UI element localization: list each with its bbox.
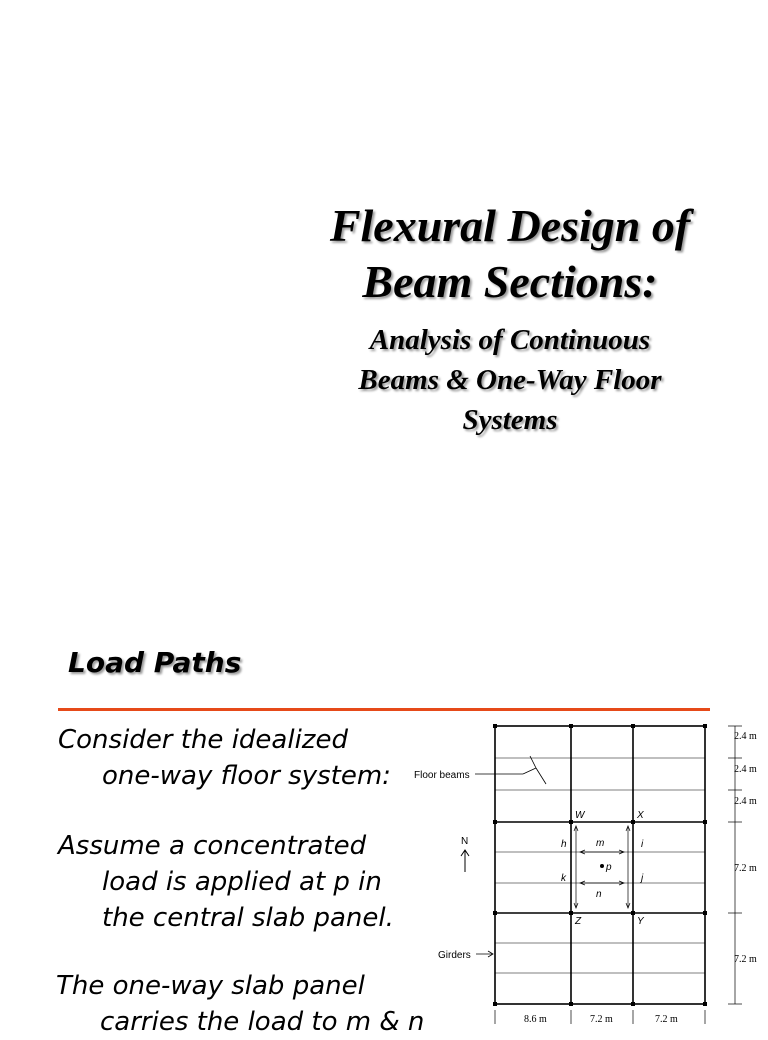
floor-outline <box>495 726 705 1004</box>
panel-label-k: k <box>561 873 566 884</box>
load-paths-slide <box>0 620 768 1037</box>
node-label-z: Z <box>575 916 582 927</box>
column-dot <box>631 911 635 915</box>
row-dim-3: 2.4 m <box>734 796 757 807</box>
column-dot <box>631 724 635 728</box>
column-dot <box>569 1002 573 1006</box>
p3-line-2: carries the load to m & n <box>100 1007 425 1037</box>
column-dot <box>703 724 707 728</box>
p2-line-2: load is applied at p in <box>102 867 382 897</box>
subtitle-line-3: Systems <box>462 404 558 436</box>
load-point-p <box>600 864 604 868</box>
p3-line-1: The one-way slab panel <box>56 971 365 1001</box>
panel-label-h: h <box>561 839 567 850</box>
column-dot <box>493 820 497 824</box>
node-label-w: W <box>575 810 585 821</box>
node-label-y: Y <box>637 916 644 927</box>
column-dot <box>631 820 635 824</box>
column-dot <box>569 911 573 915</box>
column-dot <box>493 724 497 728</box>
panel-label-j: j <box>641 873 644 884</box>
column-dot <box>493 911 497 915</box>
floor-beams-label: Floor beams <box>414 770 470 781</box>
column-dot <box>703 820 707 824</box>
slide-title <box>290 198 730 310</box>
col-dim-3: 7.2 m <box>655 1014 678 1025</box>
col-dim-2: 7.2 m <box>590 1014 613 1025</box>
column-dot <box>569 724 573 728</box>
row-dim-5: 7.2 m <box>734 954 757 965</box>
subtitle-line-2: Beams & One-Way Floor <box>358 364 662 396</box>
floor-system-diagram <box>414 716 768 1025</box>
column-dot <box>569 820 573 824</box>
panel-label-n: n <box>596 889 602 900</box>
girders-label: Girders <box>438 950 471 961</box>
north-arrow-icon <box>461 850 469 872</box>
slide-heading: Load Paths <box>68 646 242 679</box>
node-label-x: X <box>637 810 644 821</box>
row-dim-2: 2.4 m <box>734 764 757 775</box>
column-dot <box>631 1002 635 1006</box>
panel-label-p: p <box>606 862 612 873</box>
paragraph-slab-panel <box>56 968 436 1040</box>
column-dot <box>493 1002 497 1006</box>
panel-label-i: i <box>641 839 644 850</box>
heading-divider <box>58 708 710 711</box>
slide-subtitle <box>300 320 720 440</box>
column-dot <box>703 911 707 915</box>
title-line-1: Flexural Design of <box>329 200 691 251</box>
paragraph-assume <box>58 828 438 936</box>
row-dim-4: 7.2 m <box>734 863 757 874</box>
p2-line-1: Assume a concentrated <box>58 831 367 861</box>
col-dim-1: 8.6 m <box>524 1014 547 1025</box>
column-dot <box>703 1002 707 1006</box>
floor-beams-pointer <box>475 756 546 784</box>
row-dim-1: 2.4 m <box>734 731 757 742</box>
subtitle-line-1: Analysis of Continuous <box>369 324 651 356</box>
north-label: N <box>461 836 469 847</box>
title-line-2: Beam Sections: <box>362 256 658 307</box>
paragraph-consider <box>58 722 438 794</box>
girders-pointer <box>476 951 493 957</box>
p1-line-1: Consider the idealized <box>58 725 348 755</box>
p1-line-2: one-way floor system: <box>102 761 391 791</box>
p2-line-3: the central slab panel. <box>102 903 394 933</box>
panel-label-m: m <box>596 838 605 849</box>
